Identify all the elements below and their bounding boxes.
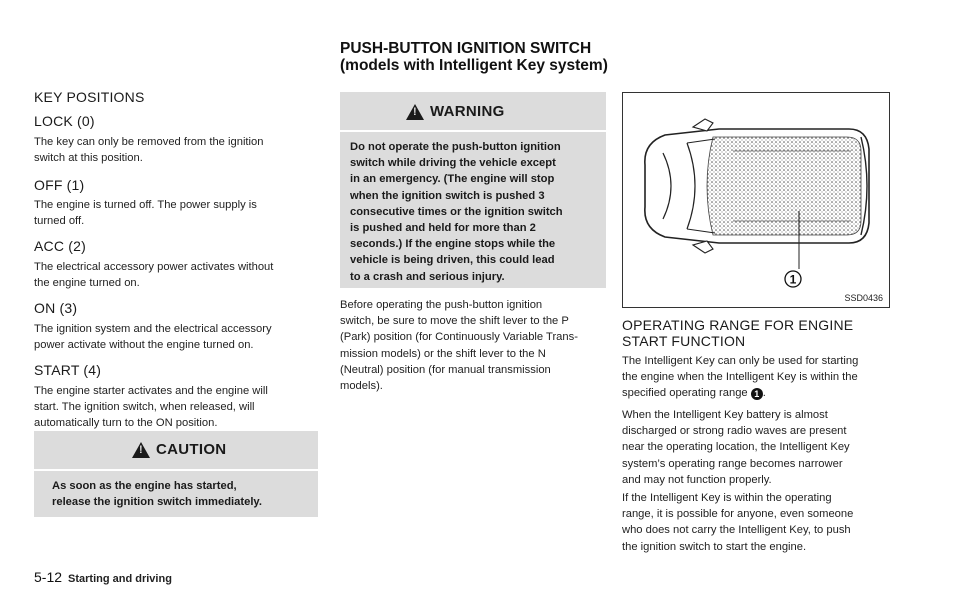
warning-divider: [340, 130, 606, 132]
operating-range-p3-line: If the Intelligent Key is within the operating: [622, 492, 832, 504]
caution-text: [52, 478, 262, 510]
operating-range-heading-line: START FUNCTION: [622, 333, 746, 349]
start-text-line: start. The ignition switch, when released, will: [34, 401, 255, 414]
section-title-line-2: (models with Intelligent Key system): [340, 57, 608, 74]
caution-box: [34, 431, 318, 517]
callout-1-number: 1: [789, 272, 797, 287]
caution-title-text: CAUTION: [156, 441, 227, 458]
operating-range-p1-line: The Intelligent Key can only be used for starting: [622, 355, 859, 367]
warning-title: [406, 103, 505, 120]
warning-triangle-icon: [406, 104, 424, 120]
warning-text-line: in an emergency. (The engine will stop: [350, 173, 555, 186]
warning-text-line: seconds.) If the engine stops while the: [350, 238, 556, 251]
warning-text-line: switch while driving the vehicle except: [350, 157, 556, 170]
start-heading: START (4): [34, 362, 102, 378]
lock-text-line: The key can only be removed from the ignition: [34, 136, 264, 148]
on-heading: ON (3): [34, 300, 78, 316]
before-operating-line: mission models) or the shift lever to the N: [340, 347, 546, 360]
operating-range-p1-text: specified operating range: [622, 387, 748, 400]
before-operating-line: models).: [340, 380, 383, 393]
lock-text-line: switch at this position.: [34, 152, 143, 165]
warning-text-line: when the ignition switch is pushed 3: [350, 189, 545, 202]
operating-range-p2-line: and may not function properly.: [622, 473, 772, 486]
figure-code: SSD0436: [844, 293, 883, 303]
operating-range-p3-line: the ignition switch to start the engine.: [622, 540, 807, 553]
warning-box: [340, 92, 606, 288]
operating-range-p3: [622, 490, 890, 555]
page-footer: [34, 569, 172, 585]
off-text-line: turned off.: [34, 215, 85, 228]
warning-text-line: Do not operate the push-button ignition: [350, 141, 561, 153]
operating-range-p2-line: system’s operating range becomes narrower: [622, 457, 843, 470]
operating-range-p3-line: who does not carry the Intelligent Key, to push: [622, 524, 851, 537]
operating-range-p2-line: discharged or strong radio waves are present: [622, 425, 847, 438]
warning-text-line: to a crash and serious injury.: [350, 270, 505, 283]
operating-range-p2-line: When the Intelligent Key battery is almost: [622, 409, 828, 421]
on-text-line: power activate without the engine turned on.: [34, 339, 254, 352]
start-text-line: The engine starter activates and the engine will: [34, 385, 268, 397]
page-number: 5-12: [34, 569, 63, 585]
caution-title: [132, 441, 226, 458]
callout-1-badge: 1: [751, 388, 763, 400]
caution-text-line: release the ignition switch immediately.: [52, 496, 262, 509]
lock-heading: LOCK (0): [34, 113, 95, 129]
acc-heading: ACC (2): [34, 238, 86, 254]
start-text: [34, 383, 318, 432]
on-text: [34, 321, 318, 353]
on-text-line: The ignition system and the electrical accessory: [34, 323, 272, 335]
operating-range-heading-line: OPERATING RANGE FOR ENGINE: [622, 317, 854, 333]
vehicle-range-figure: [622, 92, 890, 308]
warning-triangle-icon: [132, 442, 150, 458]
lock-text: [34, 134, 318, 166]
off-heading: OFF (1): [34, 177, 85, 193]
off-text-line: The engine is turned off. The power supply is: [34, 199, 257, 211]
caution-text-line: As soon as the engine has started,: [52, 480, 237, 492]
operating-range-p1-line: the engine when the Intelligent Key is within the: [622, 371, 858, 384]
section-title: [340, 40, 660, 74]
before-operating-line: Before operating the push-button ignition: [340, 299, 543, 311]
before-operating-line: switch, be sure to move the shift lever to the P: [340, 315, 569, 328]
warning-text: [350, 139, 563, 285]
caution-divider: [34, 469, 318, 471]
acc-text-line: The electrical accessory power activates without: [34, 261, 274, 273]
operating-range-p1-line: [622, 385, 890, 401]
start-text-line: automatically turn to the ON position.: [34, 417, 218, 430]
operating-range-p2: [622, 407, 890, 488]
off-text: [34, 197, 318, 229]
warning-text-line: consecutive times or the ignition switch: [350, 205, 563, 218]
before-operating-line: (Neutral) position (for manual transmission: [340, 363, 551, 376]
operating-range-heading: [622, 317, 890, 349]
operating-range-p1-period: .: [762, 387, 766, 400]
acc-text-line: the engine turned on.: [34, 277, 140, 290]
section-title-line-1: PUSH-BUTTON IGNITION SWITCH: [340, 40, 592, 57]
warning-title-text: WARNING: [430, 103, 505, 120]
acc-text: [34, 259, 318, 291]
key-positions-heading: KEY POSITIONS: [34, 89, 145, 105]
operating-range-p1: [622, 353, 890, 402]
warning-text-line: vehicle is being driven, this could lead: [350, 254, 555, 267]
warning-text-line: is pushed and held for more than 2: [350, 222, 536, 235]
chapter-name: Starting and driving: [68, 573, 172, 585]
before-operating-line: (Park) position (for Continuously Variable Trans-: [340, 331, 578, 344]
operating-range-p3-line: range, it is possible for anyone, even someone: [622, 508, 854, 521]
before-operating-text: [340, 297, 606, 394]
vehicle-top-view-illustration: [623, 93, 889, 307]
operating-range-p2-line: near the operating location, the Intelligent Key: [622, 441, 850, 454]
